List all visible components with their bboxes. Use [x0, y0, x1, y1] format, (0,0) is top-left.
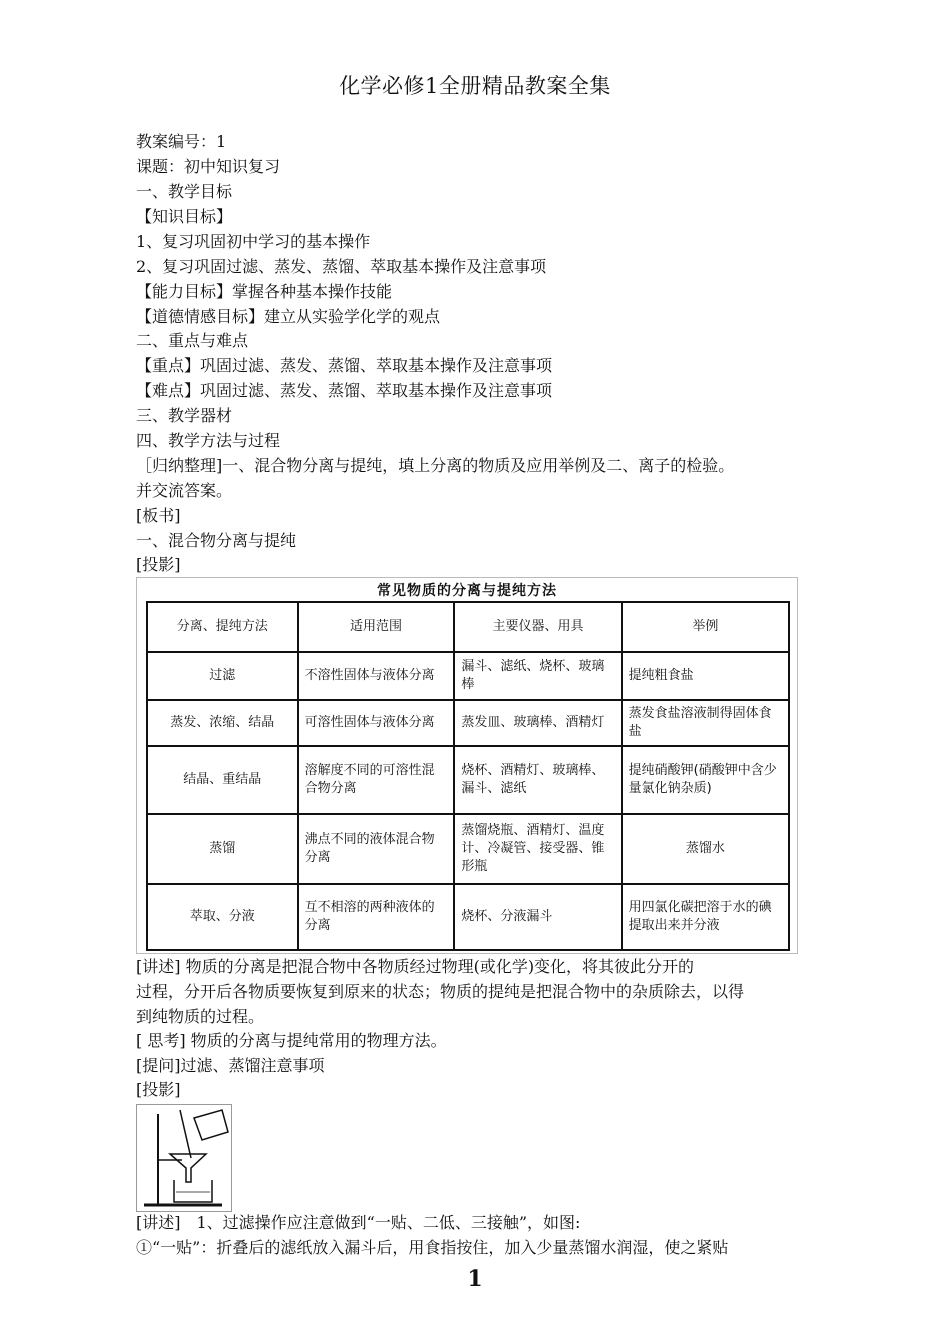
header-method: 分离、提纯方法 [147, 602, 298, 652]
text-line: 四、教学方法与过程 [136, 431, 281, 450]
table-cell: 蒸馏 [147, 814, 298, 884]
table-header-row [147, 602, 789, 652]
table-cell: 烧杯、酒精灯、玻璃棒、漏斗、滤纸 [454, 746, 621, 814]
text-line: [讲述] 物质的分离是把混合物中各物质经过物理(或化学)变化，将其彼此分开的 [136, 957, 695, 976]
text-line: 【难点】巩固过滤、蒸发、蒸馏、萃取基本操作及注意事项 [136, 381, 553, 400]
table-cell: 蒸馏水 [622, 814, 789, 884]
table-cell: 萃取、分液 [147, 884, 298, 950]
header-example: 举例 [622, 602, 789, 652]
text-line: [投影] [136, 555, 181, 574]
table-cell: 蒸馏烧瓶、酒精灯、温度计、冷凝管、接受器、锥形瓶 [454, 814, 621, 884]
text-line: ①“一贴”：折叠后的滤纸放入漏斗后，用食指按住，加入少量蒸馏水润湿，使之紧贴 [136, 1238, 729, 1257]
table-cell: 沸点不同的液体混合物分离 [298, 814, 455, 884]
text-line: 并交流答案。 [136, 481, 233, 500]
separation-methods-table-image [136, 577, 798, 954]
header-scope: 适用范围 [298, 602, 455, 652]
page-number: 1 [467, 1266, 483, 1292]
text-line: 一、混合物分离与提纯 [136, 531, 297, 550]
text-line: 【能力目标】掌握各种基本操作技能 [136, 282, 393, 301]
table-cell: 蒸发、浓缩、结晶 [147, 700, 298, 746]
text-line: 三、教学器材 [136, 406, 233, 425]
table-cell: 蒸发皿、玻璃棒、酒精灯 [454, 700, 621, 746]
table-cell: 提纯硝酸钾(硝酸钾中含少量氯化钠杂质) [622, 746, 789, 814]
separation-methods-table [146, 601, 790, 951]
header-apparatus: 主要仪器、用具 [454, 602, 621, 652]
table-cell: 结晶、重结晶 [147, 746, 298, 814]
table-caption: 常见物质的分离与提纯方法 [377, 583, 557, 599]
table-cell: 用四氯化碳把溶于水的碘提取出来并分液 [622, 884, 789, 950]
table-row [147, 884, 789, 950]
text-line: [ 思考] 物质的分离与提纯常用的物理方法。 [136, 1031, 447, 1050]
filtration-apparatus-figure [136, 1104, 232, 1212]
table-row [147, 814, 789, 884]
table-row [147, 652, 789, 700]
table-cell: 烧杯、分液漏斗 [454, 884, 621, 950]
table-cell: 提纯粗食盐 [622, 652, 789, 700]
text-line: [提问]过滤、蒸馏注意事项 [136, 1056, 325, 1075]
table-cell: 蒸发食盐溶液制得固体食盐 [622, 700, 789, 746]
text-line: 二、重点与难点 [136, 331, 249, 350]
text-line: 2、复习巩固过滤、蒸发、蒸馏、萃取基本操作及注意事项 [136, 257, 547, 276]
text-line: [讲述] 1、过滤操作应注意做到“一贴、二低、三接触”，如图: [136, 1213, 581, 1232]
text-line: 【重点】巩固过滤、蒸发、蒸馏、萃取基本操作及注意事项 [136, 356, 553, 375]
table-cell: 互不相溶的两种液体的分离 [298, 884, 455, 950]
document-title: 化学必修1全册精品教案全集 [339, 74, 611, 98]
table-row [147, 700, 789, 746]
table-cell: 漏斗、滤纸、烧杯、玻璃棒 [454, 652, 621, 700]
table-cell: 过滤 [147, 652, 298, 700]
text-line: 教案编号：1 [136, 132, 227, 151]
table-cell: 不溶性固体与液体分离 [298, 652, 455, 700]
text-line: 1、复习巩固初中学习的基本操作 [136, 232, 371, 251]
table-row [147, 746, 789, 814]
text-line: 过程，分开后各物质要恢复到原来的状态；物质的提纯是把混合物中的杂质除去，以得 [136, 982, 745, 1001]
text-line: 一、教学目标 [136, 182, 233, 201]
text-line: 到纯物质的过程。 [136, 1007, 265, 1026]
table-cell: 可溶性固体与液体分离 [298, 700, 455, 746]
text-line: [投影] [136, 1080, 181, 1099]
text-line: ［归纳整理]一、混合物分离与提纯，填上分离的物质及应用举例及二、离子的检验。 [136, 456, 735, 475]
text-line: 课题：初中知识复习 [136, 157, 281, 176]
text-line: 【知识目标】 [136, 207, 233, 226]
text-line: 【道德情感目标】建立从实验学化学的观点 [136, 307, 441, 326]
text-line: [板书] [136, 506, 181, 525]
table-cell: 溶解度不同的可溶性混合物分离 [298, 746, 455, 814]
